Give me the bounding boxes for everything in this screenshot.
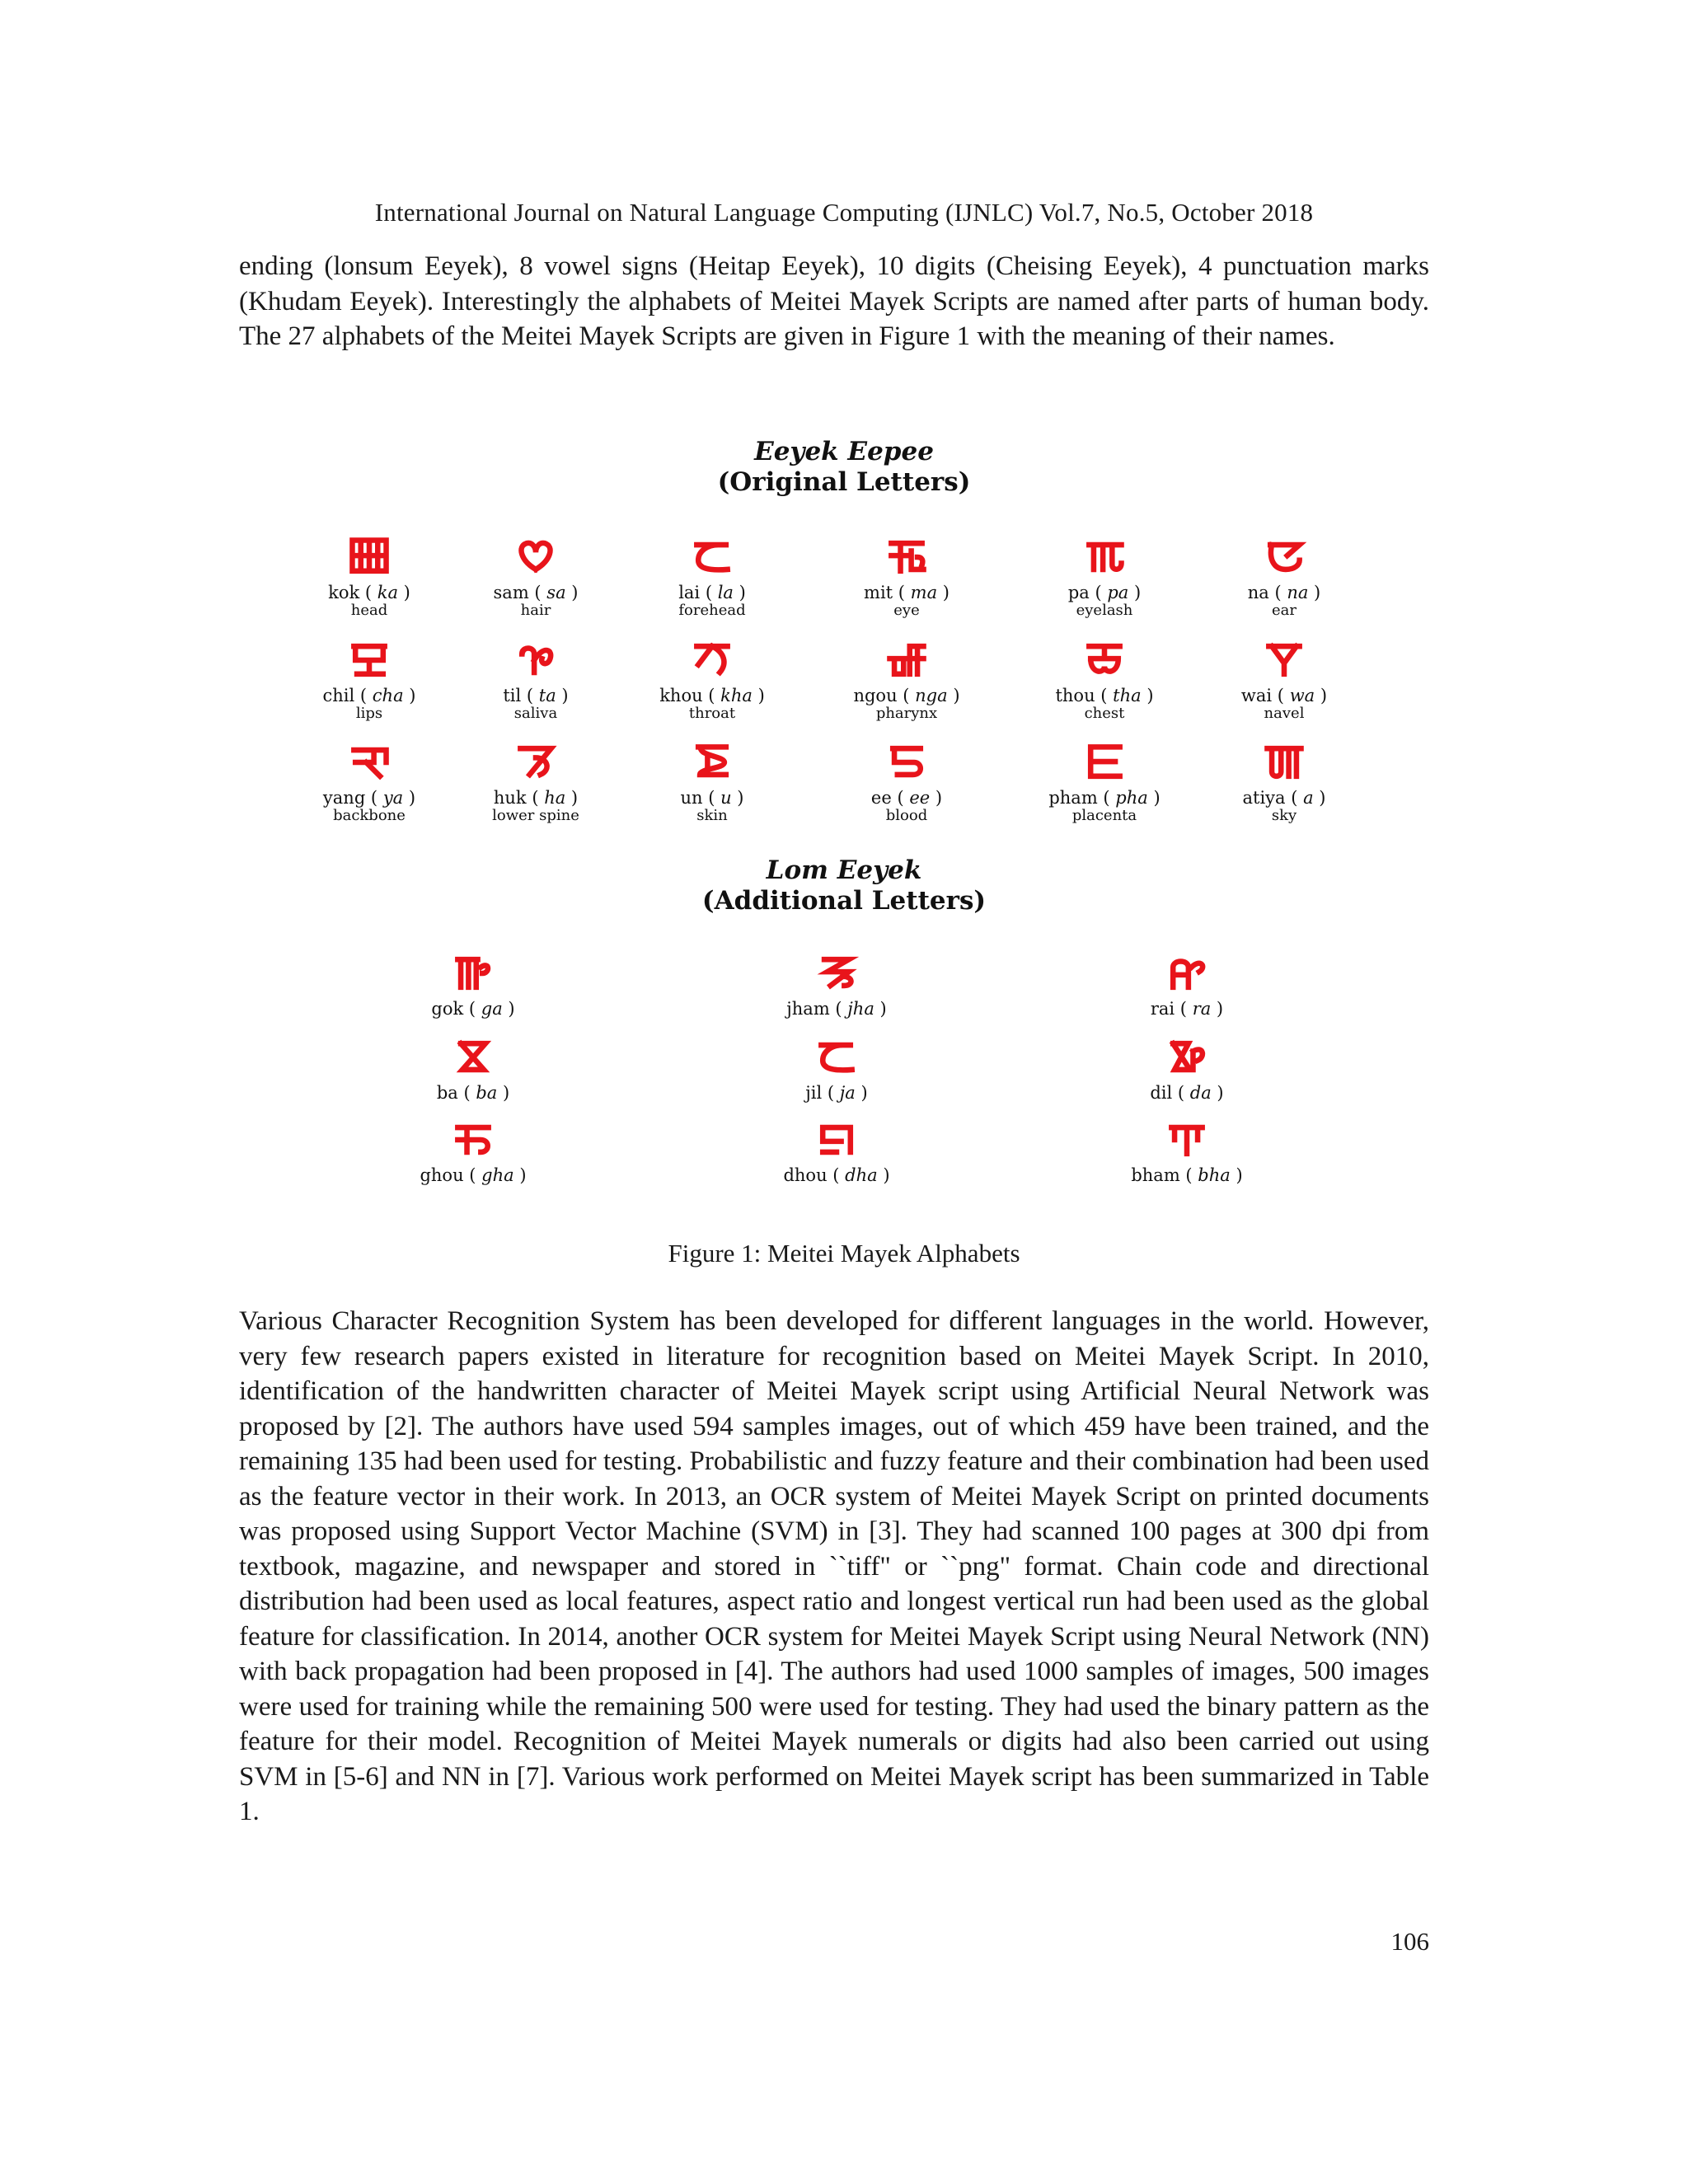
meitei-til-glyph — [445, 635, 626, 686]
additional-title-line-2: (Additional Letters) — [701, 886, 987, 916]
letter-cell-dil — [1096, 1032, 1278, 1103]
letter-label — [1096, 999, 1278, 1019]
letter-roman: gha — [481, 1165, 514, 1185]
letter-label — [279, 686, 460, 705]
letter-roman: nga — [915, 686, 948, 705]
meitei-atiya-glyph-svg — [1259, 739, 1309, 785]
meitei-lai-glyph-svg — [687, 534, 737, 580]
page-number: 106 — [1390, 1927, 1429, 1956]
meitei-mit-glyph-svg — [882, 534, 931, 580]
letter-meaning: eyelash — [1076, 602, 1133, 619]
letter-label — [816, 788, 997, 808]
letter-roman: jha — [847, 999, 874, 1019]
letter-cell-ba — [382, 1032, 564, 1103]
letter-name: ngou ( — [853, 686, 916, 705]
meitei-pa-glyph-svg — [1080, 534, 1129, 580]
letter-name: dhou ( — [783, 1165, 846, 1185]
letter-name: ba ( — [436, 1083, 476, 1103]
letter-label — [1096, 1083, 1278, 1103]
original-title-line-1: Eeyek Eepee — [754, 437, 934, 466]
letter-roman: ba — [476, 1083, 498, 1103]
letter-label — [279, 788, 460, 808]
letter-cell-na — [1193, 532, 1375, 619]
letter-roman: a — [1303, 788, 1314, 808]
letter-label — [621, 788, 803, 808]
letter-close-paren: ) — [403, 686, 416, 705]
meitei-ngou-glyph — [816, 635, 997, 686]
letter-name: sam ( — [493, 583, 547, 602]
letter-label — [621, 583, 803, 602]
letter-cell-un — [621, 737, 803, 824]
letter-label — [746, 1083, 927, 1103]
letter-meaning: backbone — [333, 807, 406, 824]
letter-name: jham ( — [786, 999, 848, 1019]
letter-cell-jil — [746, 1032, 927, 1103]
additional-title-line-1: Lom Eeyek — [766, 855, 922, 885]
letter-roman: ya — [382, 788, 404, 808]
letter-meaning: eye — [893, 602, 920, 619]
meitei-ba-glyph — [382, 1032, 564, 1083]
body-paragraph-2: Various Character Recognition System has been developed for different languages in the world. However, very few research papers existed in literature for recognition based on Meitei Mayek Script. In 2010, identification of the handwritten character of Meitei Mayek script using Artificial Neural Network was proposed by [2]. The authors have used 594 samples images, out of which 459 have been trained, and the remaining 135 had been used for testing. Probabilistic and fuzzy feature and their combination had been used as the feature vector in their work. In 2013, an OCR system of Meitei Mayek Script on printed documents was proposed using Support Vector Machine (SVM) in [3]. They had scanned 100 pages at 300 dpi from textbook, magazine, and newspaper and stored in ``tiff" or ``png" format. Chain code and directional distribution had been used as local features, aspect ratio and longest vertical run had been used as the global feature for classification. In 2014, another OCR system for Meitei Mayek Script using Neural Network (NN) with back propagation had been proposed in [4]. The authors had used 1000 samples of images, 500 images were used for training while the remaining 500 were used for testing. They had used the binary pattern as the feature for their model. Recognition of Meitei Mayek numerals or digits had also been carried out using SVM in [5-6] and NN in [7]. Various work performed on Meitei Mayek script has been summarized in Table 1. — [239, 1306, 1429, 1826]
meitei-na-glyph — [1193, 532, 1375, 583]
letter-label — [1014, 788, 1195, 808]
meitei-ghou-glyph-svg — [448, 1117, 498, 1163]
letter-name: chil ( — [322, 686, 373, 705]
meitei-pham-glyph-svg — [1080, 739, 1129, 785]
letter-roman: kha — [720, 686, 753, 705]
letter-name: bham ( — [1131, 1165, 1198, 1185]
letter-close-paren: ) — [403, 788, 416, 808]
letter-cell-thou — [1014, 635, 1195, 722]
letter-roman: ga — [481, 999, 503, 1019]
meitei-ghou-glyph — [382, 1114, 564, 1165]
letter-name: yang ( — [322, 788, 383, 808]
letter-close-paren: ) — [877, 1165, 890, 1185]
meitei-wai-glyph — [1193, 635, 1375, 686]
meitei-ee-glyph — [816, 737, 997, 788]
letter-close-paren: ) — [502, 999, 515, 1019]
letter-roman: ka — [377, 583, 398, 602]
letter-name: gok ( — [431, 999, 481, 1019]
original-letters-title — [0, 437, 1688, 498]
letter-label — [1193, 788, 1375, 808]
letter-close-paren: ) — [937, 583, 950, 602]
meitei-khou-glyph-svg — [687, 637, 737, 683]
letter-cell-til — [445, 635, 626, 722]
letter-close-paren: ) — [398, 583, 410, 602]
letter-cell-kok — [279, 532, 460, 619]
letter-close-paren: ) — [565, 583, 579, 602]
letter-close-paren: ) — [1315, 686, 1328, 705]
letter-cell-ghou — [382, 1114, 564, 1185]
letter-close-paren: ) — [733, 583, 746, 602]
letter-label — [382, 1165, 564, 1185]
letter-label — [445, 686, 626, 705]
letter-name: rai ( — [1150, 999, 1193, 1019]
letter-roman: ee — [909, 788, 931, 808]
letter-name: khou ( — [659, 686, 721, 705]
letter-label — [279, 583, 460, 602]
meitei-un-glyph — [621, 737, 803, 788]
letter-name: til ( — [503, 686, 539, 705]
letter-close-paren: ) — [1147, 788, 1160, 808]
original-title-line-2: (Original Letters) — [717, 467, 971, 497]
letter-cell-jham — [746, 948, 927, 1019]
letter-cell-pham — [1014, 737, 1195, 824]
letter-name: atiya ( — [1242, 788, 1304, 808]
letter-meaning: saliva — [513, 705, 558, 722]
meitei-jil-glyph — [746, 1032, 927, 1083]
letter-roman: sa — [546, 583, 566, 602]
letter-meaning: ear — [1272, 602, 1296, 619]
meitei-dhou-glyph-svg — [812, 1117, 861, 1163]
letter-name: un ( — [680, 788, 721, 808]
meitei-gok-glyph — [382, 948, 564, 999]
meitei-thou-glyph — [1014, 635, 1195, 686]
running-header: International Journal on Natural Language Computing (IJNLC) Vol.7, No.5, October 2018 — [374, 198, 1314, 227]
letter-label — [816, 686, 997, 705]
meitei-dil-glyph — [1096, 1032, 1278, 1083]
letter-meaning: placenta — [1071, 807, 1137, 824]
letter-roman: pa — [1107, 583, 1129, 602]
meitei-un-glyph-svg — [687, 739, 737, 785]
letter-cell-pa — [1014, 532, 1195, 619]
letter-close-paren: ) — [556, 686, 569, 705]
letter-meaning: chest — [1084, 705, 1125, 722]
letter-label — [746, 999, 927, 1019]
letter-meaning: lips — [355, 705, 383, 722]
letter-close-paren: ) — [1211, 1083, 1224, 1103]
letter-meaning: lower spine — [492, 807, 579, 824]
letter-name: wai ( — [1240, 686, 1290, 705]
letter-cell-rai — [1096, 948, 1278, 1019]
meitei-chil-glyph — [279, 635, 460, 686]
letter-roman: da — [1189, 1083, 1212, 1103]
meitei-wai-glyph-svg — [1259, 637, 1309, 683]
letter-meaning: skin — [696, 807, 728, 824]
letter-name: ee ( — [870, 788, 910, 808]
letter-cell-wai — [1193, 635, 1375, 722]
letter-cell-mit — [816, 532, 997, 619]
meitei-rai-glyph — [1096, 948, 1278, 999]
letter-roman: ha — [544, 788, 566, 808]
letter-roman: cha — [372, 686, 404, 705]
letter-roman: u — [720, 788, 732, 808]
letter-name: pham ( — [1048, 788, 1116, 808]
letter-meaning: pharynx — [875, 705, 938, 722]
meitei-ba-glyph-svg — [448, 1034, 498, 1080]
letter-name: lai ( — [678, 583, 718, 602]
letter-label — [445, 583, 626, 602]
letter-cell-atiya — [1193, 737, 1375, 824]
letter-meaning: navel — [1264, 705, 1305, 722]
meitei-sam-glyph — [445, 532, 626, 583]
meitei-jham-glyph-svg — [812, 950, 861, 996]
letter-roman: ra — [1192, 999, 1212, 1019]
letter-cell-gok — [382, 948, 564, 1019]
letter-roman: na — [1287, 583, 1309, 602]
letter-roman: pha — [1115, 788, 1148, 808]
meitei-thou-glyph-svg — [1080, 637, 1129, 683]
letter-label — [816, 583, 997, 602]
letter-name: thou ( — [1055, 686, 1114, 705]
meitei-kok-glyph — [279, 532, 460, 583]
letter-meaning: blood — [885, 807, 928, 824]
letter-roman: tha — [1113, 686, 1142, 705]
letter-close-paren: ) — [497, 1083, 510, 1103]
letter-close-paren: ) — [731, 788, 744, 808]
letter-name: pa ( — [1067, 583, 1108, 602]
letter-roman: wa — [1289, 686, 1315, 705]
meitei-sam-glyph-svg — [511, 534, 560, 580]
letter-roman: ta — [538, 686, 556, 705]
meitei-gok-glyph-svg — [448, 950, 498, 996]
meitei-yang-glyph-svg — [345, 739, 394, 785]
letter-label — [382, 1083, 564, 1103]
figure-caption: Figure 1: Meitei Mayek Alphabets — [668, 1239, 1020, 1268]
meitei-huk-glyph-svg — [511, 739, 560, 785]
letter-label — [1193, 583, 1375, 602]
letter-label — [746, 1165, 927, 1185]
letter-close-paren: ) — [1308, 583, 1321, 602]
meitei-kok-glyph-svg — [345, 534, 394, 580]
letter-cell-khou — [621, 635, 803, 722]
letter-name: huk ( — [493, 788, 545, 808]
meitei-ngou-glyph-svg — [882, 637, 931, 683]
letter-close-paren: ) — [874, 999, 887, 1019]
letter-label — [1014, 583, 1195, 602]
letter-close-paren: ) — [752, 686, 765, 705]
letter-name: jil ( — [805, 1083, 840, 1103]
letter-cell-huk — [445, 737, 626, 824]
letter-meaning: forehead — [678, 602, 746, 619]
meitei-jil-glyph-svg — [812, 1034, 861, 1080]
meitei-khou-glyph — [621, 635, 803, 686]
meitei-mit-glyph — [816, 532, 997, 583]
meitei-atiya-glyph — [1193, 737, 1375, 788]
meitei-pa-glyph — [1014, 532, 1195, 583]
letter-close-paren: ) — [565, 788, 579, 808]
meitei-dil-glyph-svg — [1162, 1034, 1212, 1080]
letter-close-paren: ) — [1230, 1165, 1243, 1185]
letter-cell-dhou — [746, 1114, 927, 1185]
letter-label — [1014, 686, 1195, 705]
meitei-bham-glyph — [1096, 1114, 1278, 1165]
letter-cell-ee — [816, 737, 997, 824]
meitei-na-glyph-svg — [1259, 534, 1309, 580]
meitei-bham-glyph-svg — [1162, 1117, 1212, 1163]
meitei-chil-glyph-svg — [345, 637, 394, 683]
body-paragraph-1: ending (lonsum Eeyek), 8 vowel signs (Heitap Eeyek), 10 digits (Cheising Eeyek), 4 punctuation marks (Khudam Eeyek). Interestingly the alphabets of Meitei Mayek Scripts are named after parts of human body. The 27 alphabets of the Meitei Mayek Scripts are given in Figure 1 with the meaning of their names. — [239, 251, 1429, 351]
letter-close-paren: ) — [1128, 583, 1142, 602]
letter-cell-bham — [1096, 1114, 1278, 1185]
letter-label — [445, 788, 626, 808]
letter-label — [621, 686, 803, 705]
letter-cell-ngou — [816, 635, 997, 722]
meitei-rai-glyph-svg — [1162, 950, 1212, 996]
letter-name: dil ( — [1150, 1083, 1190, 1103]
letter-close-paren: ) — [1313, 788, 1326, 808]
letter-cell-lai — [621, 532, 803, 619]
letter-close-paren: ) — [513, 1165, 527, 1185]
letter-label — [382, 999, 564, 1019]
letter-close-paren: ) — [1141, 686, 1154, 705]
meitei-huk-glyph — [445, 737, 626, 788]
meitei-til-glyph-svg — [511, 637, 560, 683]
meitei-pham-glyph — [1014, 737, 1195, 788]
letter-meaning: head — [350, 602, 388, 619]
letter-meaning: sky — [1271, 807, 1297, 824]
meitei-ee-glyph-svg — [882, 739, 931, 785]
letter-cell-yang — [279, 737, 460, 824]
letter-cell-chil — [279, 635, 460, 722]
letter-roman: la — [717, 583, 734, 602]
letter-cell-sam — [445, 532, 626, 619]
letter-label — [1193, 686, 1375, 705]
additional-letters-title — [0, 855, 1688, 916]
meitei-jham-glyph — [746, 948, 927, 999]
letter-roman: ja — [839, 1083, 856, 1103]
letter-label — [1096, 1165, 1278, 1185]
meitei-dhou-glyph — [746, 1114, 927, 1165]
letter-close-paren: ) — [855, 1083, 868, 1103]
letter-name: ghou ( — [420, 1165, 482, 1185]
letter-roman: bha — [1198, 1165, 1231, 1185]
letter-meaning: hair — [520, 602, 551, 619]
letter-meaning: throat — [688, 705, 736, 722]
letter-name: kok ( — [328, 583, 377, 602]
letter-close-paren: ) — [947, 686, 960, 705]
letter-roman: ma — [910, 583, 938, 602]
meitei-yang-glyph — [279, 737, 460, 788]
letter-name: mit ( — [864, 583, 911, 602]
letter-close-paren: ) — [930, 788, 943, 808]
letter-close-paren: ) — [1211, 999, 1224, 1019]
letter-name: na ( — [1247, 583, 1287, 602]
letter-roman: dha — [845, 1165, 878, 1185]
meitei-lai-glyph — [621, 532, 803, 583]
